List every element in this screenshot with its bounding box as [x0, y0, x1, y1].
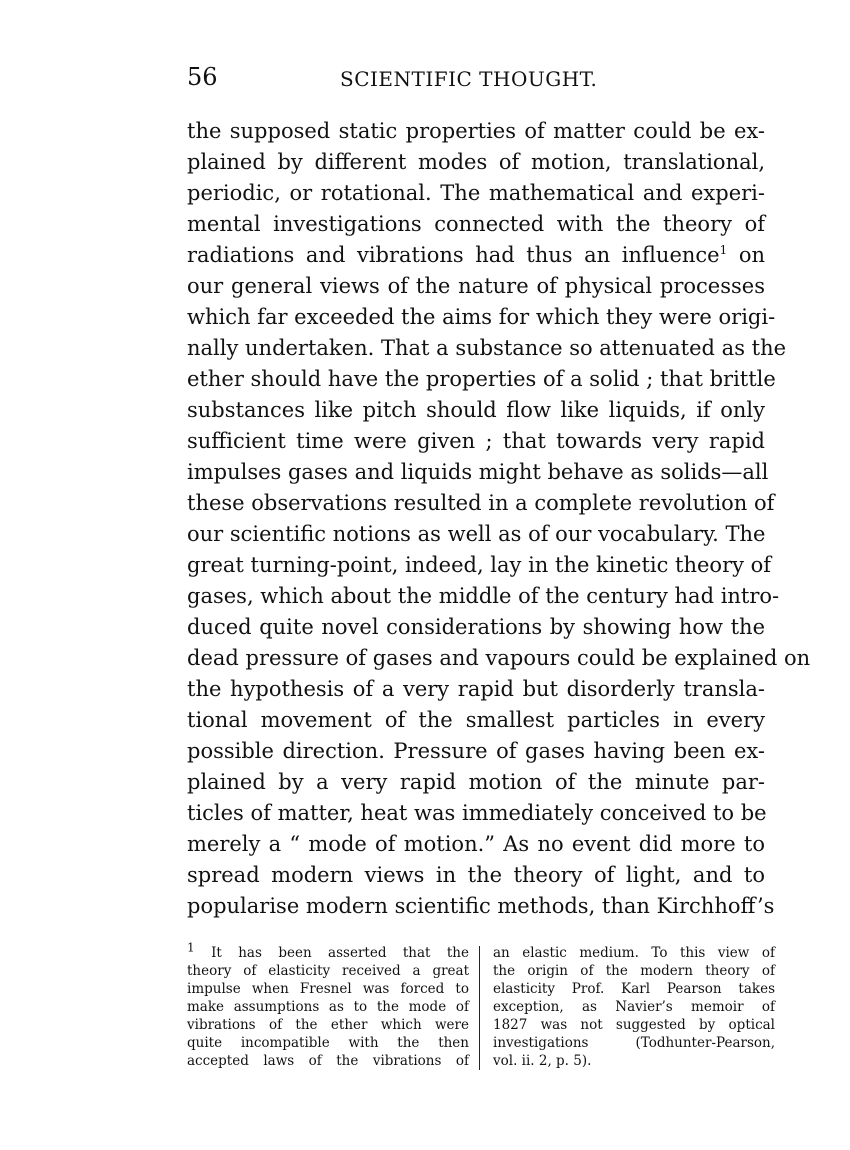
text-line: dead pressure of gases and vapours could be explained on [187, 646, 811, 670]
text-line: plained by a very rapid motion of the minute par- [187, 770, 765, 794]
page-number: 56 [187, 63, 218, 91]
footnote-line: vibrations of the ether which were [187, 1017, 469, 1033]
text-line: impulses gases and liquids might behave as solids—all [187, 460, 769, 484]
footnote-line: an elastic medium. To this view of [493, 945, 775, 961]
text-line: substances like pitch should flow like liquids, if only [187, 398, 765, 422]
footnote-line: the origin of the modern theory of [493, 963, 775, 979]
text-line: gases, which about the middle of the century had intro- [187, 584, 780, 608]
footnote-divider [479, 946, 480, 1070]
text-line: the hypothesis of a very rapid but disorderly transla- [187, 677, 765, 701]
footnote-line: impulse when Fresnel was forced to [187, 981, 469, 997]
text-line [187, 240, 765, 271]
text-line: these observations resulted in a complete revolution of [187, 491, 775, 515]
text-line: spread modern views in the theory of light, and to [187, 863, 765, 887]
footnote-marker: 1 [187, 940, 195, 955]
text-line: tional movement of the smallest particles in every [187, 708, 765, 732]
footnote-column-left [187, 940, 469, 1070]
text-line: ticles of matter, heat was immediately conceived to be [187, 801, 767, 825]
footnote-line: investigations (Todhunter-Pearson, [493, 1035, 775, 1051]
footnote-line: accepted laws of the vibrations of [187, 1053, 469, 1069]
text-line: duced quite novel considerations by showing how the [187, 615, 765, 639]
footnote-line: make assumptions as to the mode of [187, 999, 469, 1015]
running-head: SCIENTIFIC THOUGHT. [340, 67, 598, 91]
text-line: great turning-point, indeed, lay in the kinetic theory of [187, 553, 772, 577]
footnote-column-right [493, 944, 775, 1070]
text-line: our general views of the nature of physical processes [187, 274, 765, 298]
text-line: merely a “ mode of motion.” As no event did more to [187, 832, 765, 856]
footnote-line: elasticity Prof. Karl Pearson takes [493, 981, 775, 997]
text-line: nally undertaken. That a substance so attenuated as the [187, 336, 787, 360]
footnotes [187, 940, 775, 1074]
text-line: our scientific notions as well as of our vocabulary. The [187, 522, 766, 546]
footnote-line: vol. ii. 2, p. 5). [493, 1053, 592, 1069]
footnote-reference[interactable]: 1 [719, 243, 728, 257]
text-line-main: radiations and vibrations had thus an influence [187, 243, 720, 267]
text-line: the supposed static properties of matter could be ex- [187, 119, 765, 143]
footnote-line: quite incompatible with the then [187, 1035, 469, 1051]
text-line: which far exceeded the aims for which they were origi- [187, 305, 776, 329]
body-text [187, 116, 811, 922]
footnote-line [187, 940, 469, 962]
text-line: mental investigations connected with the theory of [187, 212, 765, 236]
text-line: possible direction. Pressure of gases having been ex- [187, 739, 765, 763]
text-line: periodic, or rotational. The mathematical and experi- [187, 181, 765, 205]
footnote-line-text: It has been asserted that the [211, 945, 469, 961]
text-line: sufficient time were given ; that towards very rapid [187, 429, 765, 453]
text-line-tail: on [738, 243, 765, 267]
footnote-line: theory of elasticity received a great [187, 963, 469, 979]
text-line: ether should have the properties of a solid ; that brittle [187, 367, 776, 391]
text-line: popularise modern scientific methods, than Kirchhoff’s [187, 894, 775, 918]
text-line: plained by different modes of motion, translational, [187, 150, 765, 174]
footnote-line: exception, as Navier’s memoir of [493, 999, 775, 1015]
footnote-line: 1827 was not suggested by optical [493, 1017, 775, 1033]
